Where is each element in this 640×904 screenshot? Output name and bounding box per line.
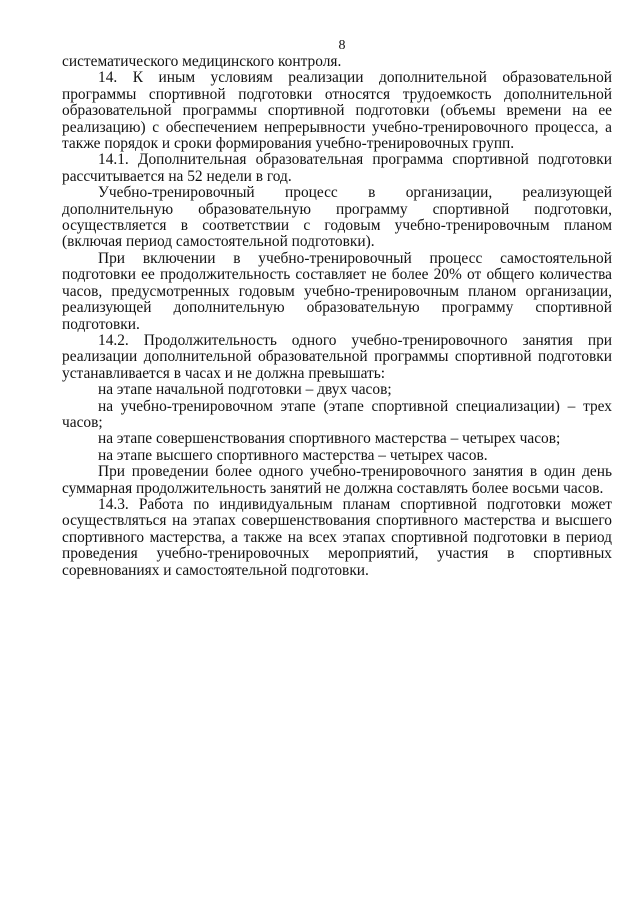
list-item-improvement-stage: на этапе совершенствования спортивного мастерства – четырех часов; bbox=[98, 430, 561, 448]
paragraph-14: 14. К иным условиям реализации дополнительной образовательной программы спортивной подготовки относятся трудоемкость дополнительной образовательной программы спортивной подготовки (объемы времени на ее реализацию) с обеспечением непрерывности учебно-тренировочного процесса, а также порядок и сроки формирования учебно-тренировочных групп. bbox=[62, 69, 612, 153]
paragraph-14-1: 14.1. Дополнительная образовательная программа спортивной подготовки рассчитывается на 52 недели в год. bbox=[62, 151, 612, 185]
paragraph-14-3: 14.3. Работа по индивидуальным планам спортивной подготовки может осуществляться на этапах совершенствования спортивного мастерства и высшего спортивного мастерства, а также на всех этапах спортивной подготовки в период проведения учебно-тренировочных мероприятий, участия в спортивных соревнованиях и самостоятельной подготовки. bbox=[62, 495, 612, 579]
list-item-initial-stage: на этапе начальной подготовки – двух часов; bbox=[98, 381, 392, 399]
paragraph-14-2: 14.2. Продолжительность одного учебно-тренировочного занятия при реализации дополнительной образовательной программы спортивной подготовки устанавливается в часах и не должна превышать: bbox=[62, 331, 612, 382]
paragraph-multiple-sessions: При проведении более одного учебно-тренировочного занятия в один день суммарная продолжительность занятий не должна составлять более восьми часов. bbox=[62, 463, 612, 497]
paragraph-self-training: При включении в учебно-тренировочный процесс самостоятельной подготовки ее продолжительность составляет не более 20% от общего количества часов, предусмотренных годовым учебно-тренировочным планом организации, реализующей дополнительную образовательную программу спортивной подготовки. bbox=[62, 249, 612, 333]
page-number: 8 bbox=[338, 38, 346, 53]
paragraph-continuation: систематического медицинского контроля. bbox=[62, 53, 342, 70]
list-item-training-stage: на учебно-тренировочном этапе (этапе спортивной специализации) – трех часов; bbox=[62, 397, 612, 431]
paragraph-training-process: Учебно-тренировочный процесс в организации, реализующей дополнительную образовательную программу спортивной подготовки, осуществляется в соответствии с годовым учебно-тренировочным планом (включая период самостоятельной подготовки). bbox=[62, 184, 612, 251]
document-page bbox=[62, 38, 612, 579]
list-item-higher-stage: на этапе высшего спортивного мастерства – четырех часов. bbox=[98, 446, 488, 464]
